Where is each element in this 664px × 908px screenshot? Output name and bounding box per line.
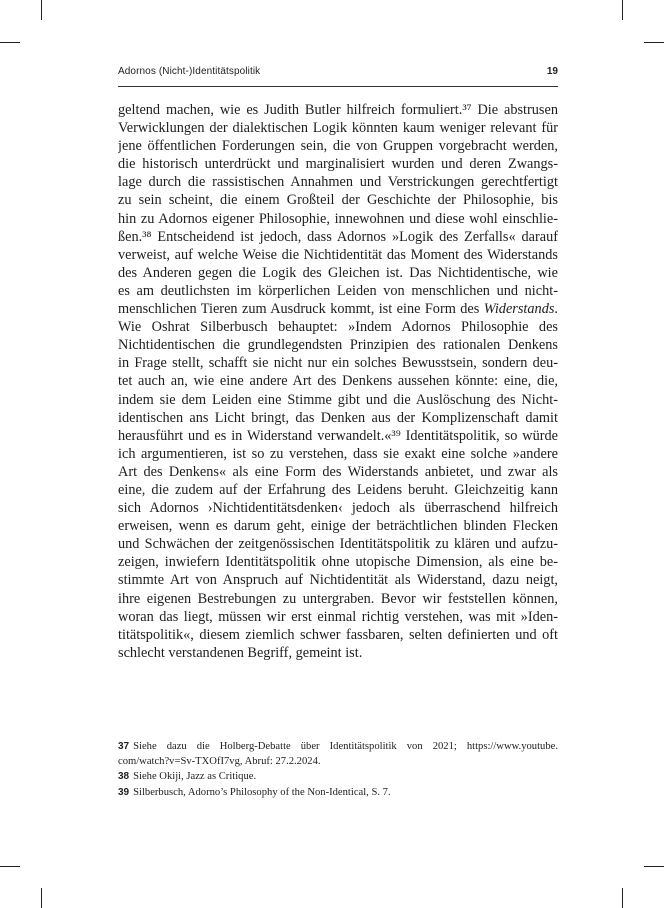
body-line: ich argumentieren, ist so zu verstehen, dass sie exakt eine solche »andere xyxy=(118,445,558,462)
body-line: ihre eigenen Bestrebungen zu untergraben. Bevor wir feststellen können, xyxy=(118,590,558,607)
body-line: und Schwächen der zeitgenössischen Identitätspolitik zu klären und aufzu- xyxy=(118,536,558,553)
crop-mark xyxy=(644,866,664,867)
footnote-text: Siehe Okiji, Jazz as Critique. xyxy=(133,771,257,783)
body-line: indem sie dem Leiden eine Stimme gibt und die Auslöschung des Nicht- xyxy=(118,391,558,408)
body-line: geltend machen, wie es Judith Butler hilfreich formuliert.³⁷ Die abstrusen xyxy=(118,102,558,118)
body-line: eine, die zudem auf der Erfahrung des Leidens beruht. Gleichzeitig kann xyxy=(118,481,558,498)
body-line: die historisch unterdrückt und marginalisiert wurden und deren Zwangs- xyxy=(118,156,558,173)
body-line: zu sein scheint, die einem Großteil der Geschichte der Philosophie, bis xyxy=(118,192,558,209)
body-line: tet auch an, wie eine andere Art des Denkens aussehen könnte: eine, die, xyxy=(118,373,558,390)
footnote-number: 38 xyxy=(118,771,130,783)
body-line: Verwicklungen der dialektischen Logik könnten kaum weniger relevant für xyxy=(118,120,558,137)
crop-mark xyxy=(622,888,623,908)
footnote-text: com/watch?v=Sv-TXOfI7vg, Abruf: 27.2.2024. xyxy=(118,756,321,768)
crop-mark xyxy=(0,866,20,867)
footnotes xyxy=(118,739,558,800)
crop-mark xyxy=(644,42,664,43)
body-line: verweist, auf welche Weise die Nichtidentität das Moment des Widerstands xyxy=(118,246,558,263)
footnote-text: Silberbusch, Adorno’s Philosophy of the Non-Identical, S. 7. xyxy=(133,786,391,798)
running-head-title: Adornos (Nicht-)Identitätspolitik xyxy=(118,66,261,77)
body-line: sich Adornos ›Nichtidentitätsdenken‹ jedoch als überraschend hilfreich xyxy=(118,500,558,517)
crop-mark xyxy=(41,888,42,908)
body-line: Art des Denkens« als eine Form des Widerstands anbietet, und zwar als xyxy=(118,463,558,480)
body-line: jene öffentlichen Forderungen sein, die von Gruppen vorgebracht werden, xyxy=(118,138,558,155)
body-line: stimmte Art von Anspruch auf Nichtidentität als Widerstand, dazu neigt, xyxy=(118,572,558,589)
body-line: herausführt und es in Widerstand verwandelt.«³⁹ Identitätspolitik, so würde xyxy=(118,427,558,444)
body-line: zeigen, inwiefern Identitätspolitik ohne utopische Dimension, als eine be- xyxy=(118,554,558,571)
header-rule xyxy=(118,86,558,87)
footnote-line xyxy=(118,785,558,800)
footnote-line xyxy=(118,739,558,754)
crop-mark xyxy=(41,0,42,20)
body-line: Nichtidentischen die grundlegendsten Prinzipien des rationalen Denkens xyxy=(118,337,558,354)
crop-mark xyxy=(622,0,623,20)
footnote-number: 37 xyxy=(118,741,130,752)
crop-mark xyxy=(0,42,20,43)
body-line: lage durch die rassistischen Annahmen und Verstrickungen gerechtfertigt xyxy=(118,174,558,191)
body-line: Wie Oshrat Silberbusch behauptet: »Indem Adornos Philosophie des xyxy=(118,319,558,336)
body-line: ßen.³⁸ Entscheidend ist jedoch, dass Adornos »Logik des Zerfalls« darauf xyxy=(118,228,558,245)
body-line: erweisen, wenn es darum geht, einige der beträchtlichen blinden Flecken xyxy=(118,518,558,535)
body-line: titätspolitik«, diesem ziemlich schwer fassbaren, selten definierten und oft xyxy=(118,626,558,643)
page-number: 19 xyxy=(546,66,558,77)
footnote-line xyxy=(118,769,558,784)
body-line: woran das liegt, müssen wir erst einmal richtig verstehen, was mit »Iden- xyxy=(118,608,558,625)
body-line: identischen ans Licht bringt, das Denken aus der Komplizenschaft damit xyxy=(118,409,558,426)
body-line: menschlichen Tieren zum Ausdruck kommt, ist eine Form des Widerstands. xyxy=(118,301,558,318)
footnote-line xyxy=(118,754,558,769)
body-line: schlecht verstandenen Begriff, gemeint ist. xyxy=(118,644,363,661)
body-text xyxy=(118,101,558,662)
footnote-number: 39 xyxy=(118,786,130,798)
running-head xyxy=(118,66,558,84)
footnote-text: Siehe dazu die Holberg-Debatte über Identitätspolitik von 2021; https://www.youtube. xyxy=(133,741,558,752)
body-line: des Anderen gegen die Logik des Gleichen ist. Das Nichtidentische, wie xyxy=(118,264,558,281)
body-line: in Frage stellt, schafft sie nicht nur ein solches Bewusstsein, sondern deu- xyxy=(118,355,558,372)
body-line: es am deutlichsten im körperlichen Leiden von menschlichen und nicht- xyxy=(118,282,558,299)
body-line: hin zu Adornos eigener Philosophie, innewohnen und diese wohl einschlie- xyxy=(118,210,558,227)
